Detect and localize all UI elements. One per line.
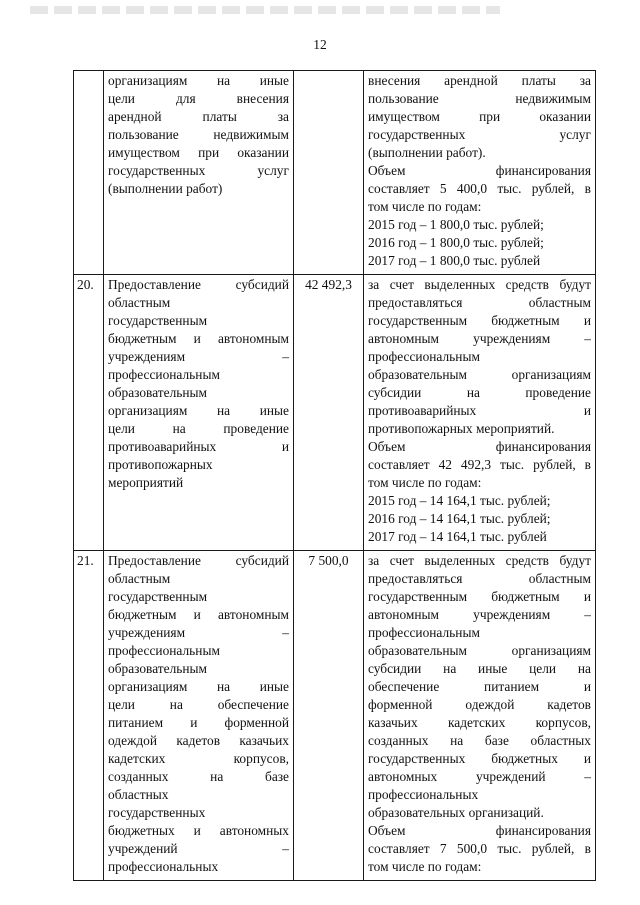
description-line: 2017 год – 14 164,1 тыс. рублей bbox=[368, 529, 547, 544]
description-line: пользование недвижимым bbox=[368, 91, 591, 106]
measure-name-line: профессиональным bbox=[108, 367, 220, 382]
measure-name-line: учреждениям – bbox=[108, 349, 289, 364]
description-line: составляет 42 492,3 тыс. рублей, в bbox=[368, 457, 591, 472]
description-line: том числе по годам: bbox=[368, 859, 482, 874]
measure-name-line: цели на проведение bbox=[108, 421, 289, 436]
measure-name-line: государственным bbox=[108, 589, 208, 604]
measure-name-line: бюджетным и автономным bbox=[108, 331, 289, 346]
description-line: противоаварийных и bbox=[368, 403, 591, 418]
description-line: Объем финансирования bbox=[368, 823, 591, 838]
measure-name-line: учреждениям – bbox=[108, 625, 289, 640]
description-line: внесения арендной платы за bbox=[368, 73, 591, 88]
measure-name-line: Предоставление субсидий bbox=[108, 277, 289, 292]
measure-name-line: учреждений – bbox=[108, 841, 289, 856]
measure-name-line: областным bbox=[108, 295, 171, 310]
description-line: 2016 год – 14 164,1 тыс. рублей; bbox=[368, 511, 551, 526]
measure-name-line: организациям на иные bbox=[108, 403, 289, 418]
description-line: государственным бюджетным и bbox=[368, 313, 591, 328]
measure-name-line: государственных услуг bbox=[108, 163, 289, 178]
measure-name-line: Предоставление субсидий bbox=[108, 553, 289, 568]
description-line: 2015 год – 1 800,0 тыс. рублей; bbox=[368, 217, 544, 232]
amount-cell: 7 500,0 bbox=[294, 551, 364, 881]
description-line: профессиональным bbox=[368, 625, 480, 640]
description-line: противопожарных мероприятий. bbox=[368, 421, 555, 436]
measure-name-line: областных bbox=[108, 787, 169, 802]
measure-name-line: имуществом при оказании bbox=[108, 145, 289, 160]
measure-name-line: мероприятий bbox=[108, 475, 184, 490]
description-line: созданных на базе областных bbox=[368, 733, 591, 748]
measure-name-line: государственных bbox=[108, 805, 206, 820]
description-line: составляет 5 400,0 тыс. рублей, в bbox=[368, 181, 591, 196]
description-line: профессиональных bbox=[368, 787, 479, 802]
description-line: государственным бюджетным и bbox=[368, 589, 591, 604]
measure-name-line: противоаварийных и bbox=[108, 439, 289, 454]
description-line: образовательных организаций. bbox=[368, 805, 544, 820]
measure-name-line: кадетских корпусов, bbox=[108, 751, 289, 766]
description-line: профессиональным bbox=[368, 349, 480, 364]
measure-name-line: противопожарных bbox=[108, 457, 213, 472]
description-line: предоставляться областным bbox=[368, 571, 591, 586]
measure-name-line: арендной платы за bbox=[108, 109, 289, 124]
description-line: образовательным организациям bbox=[368, 643, 591, 658]
measure-name-line: областным bbox=[108, 571, 171, 586]
description-line: государственных бюджетных и bbox=[368, 751, 591, 766]
description-line: субсидии на проведение bbox=[368, 385, 591, 400]
table-body bbox=[74, 71, 596, 881]
description-line: предоставляться областным bbox=[368, 295, 591, 310]
page-number: 12 bbox=[313, 37, 327, 52]
table-row bbox=[74, 71, 596, 275]
description-line: обеспечение питанием и bbox=[368, 679, 591, 694]
description-line: автономным учреждениям – bbox=[368, 331, 591, 346]
measure-name-line: профессиональным bbox=[108, 643, 220, 658]
table-row bbox=[74, 275, 596, 551]
description-line: том числе по годам: bbox=[368, 475, 482, 490]
description-cell bbox=[364, 275, 596, 551]
measure-name-cell bbox=[104, 275, 294, 551]
measure-name-line: пользование недвижимым bbox=[108, 127, 289, 142]
description-line: имуществом при оказании bbox=[368, 109, 591, 124]
measure-name-line: цели для внесения bbox=[108, 91, 289, 106]
measure-name-line: цели на обеспечение bbox=[108, 697, 289, 712]
row-number-cell: 21. bbox=[74, 551, 104, 881]
description-line: за счет выделенных средств будут bbox=[368, 277, 591, 292]
amount-cell bbox=[294, 71, 364, 275]
description-line: том числе по годам: bbox=[368, 199, 482, 214]
description-cell bbox=[364, 71, 596, 275]
measure-name-line: питанием и форменной bbox=[108, 715, 289, 730]
measure-name-line: организациям на иные bbox=[108, 73, 289, 88]
description-line: автономных учреждений – bbox=[368, 769, 591, 784]
row-number-cell bbox=[74, 71, 104, 275]
description-line: за счет выделенных средств будут bbox=[368, 553, 591, 568]
description-cell bbox=[364, 551, 596, 881]
description-line: 2016 год – 1 800,0 тыс. рублей; bbox=[368, 235, 544, 250]
measure-name-line: созданных на базе bbox=[108, 769, 289, 784]
measure-name-cell bbox=[104, 551, 294, 881]
description-line: государственных услуг bbox=[368, 127, 591, 142]
description-line: Объем финансирования bbox=[368, 163, 591, 178]
description-line: 2015 год – 14 164,1 тыс. рублей; bbox=[368, 493, 551, 508]
measure-name-line: организациям на иные bbox=[108, 679, 289, 694]
scan-header-noise bbox=[30, 6, 500, 14]
measure-name-line: образовательным bbox=[108, 385, 208, 400]
measure-name-line: (выполнении работ) bbox=[108, 181, 223, 196]
description-line: казачьих кадетских корпусов, bbox=[368, 715, 591, 730]
measure-name-cell bbox=[104, 71, 294, 275]
measure-name-line: бюджетным и автономным bbox=[108, 607, 289, 622]
measure-name-line: образовательным bbox=[108, 661, 208, 676]
description-line: (выполнении работ). bbox=[368, 145, 486, 160]
measure-name-line: профессиональных bbox=[108, 859, 219, 874]
description-line: 2017 год – 1 800,0 тыс. рублей bbox=[368, 253, 541, 268]
measure-name-line: одеждой кадетов казачьих bbox=[108, 733, 289, 748]
description-line: составляет 7 500,0 тыс. рублей, в bbox=[368, 841, 591, 856]
table-row bbox=[74, 551, 596, 881]
row-number-cell: 20. bbox=[74, 275, 104, 551]
measure-name-line: бюджетных и автономных bbox=[108, 823, 289, 838]
measure-name-line: государственным bbox=[108, 313, 208, 328]
description-line: автономным учреждениям – bbox=[368, 607, 591, 622]
funding-table bbox=[73, 70, 596, 881]
description-line: образовательным организациям bbox=[368, 367, 591, 382]
description-line: форменной одеждой кадетов bbox=[368, 697, 591, 712]
amount-cell: 42 492,3 bbox=[294, 275, 364, 551]
description-line: субсидии на иные цели на bbox=[368, 661, 591, 676]
description-line: Объем финансирования bbox=[368, 439, 591, 454]
